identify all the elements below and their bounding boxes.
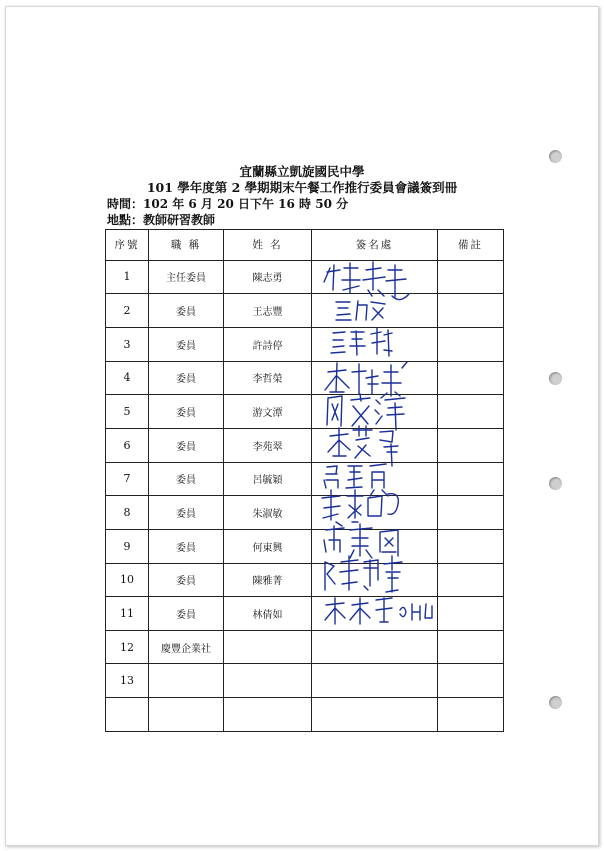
- signature-cell: [312, 630, 438, 664]
- row-number: 2: [106, 294, 149, 328]
- row-name: 陳志勇: [224, 260, 312, 294]
- row-number: 13: [106, 664, 149, 698]
- signature-cell: [312, 260, 438, 294]
- table-row: [106, 664, 504, 698]
- row-number: 1: [106, 260, 149, 294]
- remarks-cell: [438, 260, 504, 294]
- sign-in-table: [105, 229, 504, 732]
- column-header-remarks: 備註: [438, 230, 504, 261]
- row-title: 主任委員: [149, 260, 224, 294]
- school-name: 宜蘭縣立凱旋國民中學: [239, 164, 365, 179]
- signature-cell: [312, 428, 438, 462]
- remarks-cell: [438, 361, 504, 395]
- remarks-cell: [438, 462, 504, 496]
- signature-cell: [312, 664, 438, 698]
- row-title: 委員: [149, 361, 224, 395]
- row-name: [224, 664, 312, 698]
- table-row: [106, 462, 504, 496]
- remarks-cell: [438, 630, 504, 664]
- row-number: 5: [106, 395, 149, 429]
- binder-hole-icon: [549, 372, 562, 385]
- column-header-name: 姓 名: [224, 230, 312, 261]
- signature-cell: [312, 327, 438, 361]
- table-header-row: [106, 230, 504, 261]
- row-title: 委員: [149, 327, 224, 361]
- remarks-cell: [438, 327, 504, 361]
- table-row: [106, 294, 504, 328]
- remarks-cell: [438, 428, 504, 462]
- row-name: 何東興: [224, 529, 312, 563]
- binder-holes: [549, 0, 569, 851]
- row-name: 游文潭: [224, 395, 312, 429]
- remarks-cell: [438, 395, 504, 429]
- binder-hole-icon: [549, 477, 562, 490]
- row-title: 委員: [149, 496, 224, 530]
- row-name: 許詩停: [224, 327, 312, 361]
- row-name: 林倩如: [224, 597, 312, 631]
- row-title: 委員: [149, 597, 224, 631]
- table-row: [106, 496, 504, 530]
- row-number: 12: [106, 630, 149, 664]
- row-title: 委員: [149, 395, 224, 429]
- row-name: 王志豐: [224, 294, 312, 328]
- remarks-cell: [438, 294, 504, 328]
- row-number: 10: [106, 563, 149, 597]
- signature-cell: [312, 597, 438, 631]
- column-header-title: 職 稱: [149, 230, 224, 261]
- row-name: [224, 698, 312, 732]
- signature-cell: [312, 294, 438, 328]
- row-name: 陳雅菁: [224, 563, 312, 597]
- row-name: 呂毓穎: [224, 462, 312, 496]
- table-row: [106, 597, 504, 631]
- row-name: [224, 630, 312, 664]
- row-number: [106, 698, 149, 732]
- table-row: [106, 260, 504, 294]
- remarks-cell: [438, 597, 504, 631]
- table-row: [106, 529, 504, 563]
- row-number: 4: [106, 361, 149, 395]
- row-name: 李苑翠: [224, 428, 312, 462]
- signature-cell: [312, 462, 438, 496]
- sign-in-sheet-title: 101 學年度第 2 學期期末午餐工作推行委員會議簽到冊: [146, 180, 458, 195]
- row-title: 委員: [149, 428, 224, 462]
- row-number: 3: [106, 327, 149, 361]
- row-number: 11: [106, 597, 149, 631]
- table-row: [106, 395, 504, 429]
- table-row: [106, 327, 504, 361]
- remarks-cell: [438, 529, 504, 563]
- remarks-cell: [438, 563, 504, 597]
- row-title: 委員: [149, 563, 224, 597]
- signature-cell: [312, 361, 438, 395]
- table-row: [106, 361, 504, 395]
- row-number: 9: [106, 529, 149, 563]
- row-title: 委員: [149, 462, 224, 496]
- column-header-number: 序號: [106, 230, 149, 261]
- table-row: [106, 698, 504, 732]
- meeting-time: 時間：102 年 6 月 20 日下午 16 時 50 分: [107, 197, 349, 211]
- signature-cell: [312, 529, 438, 563]
- signature-cell: [312, 563, 438, 597]
- row-title: 慶豐企業社: [149, 630, 224, 664]
- row-title: 委員: [149, 529, 224, 563]
- remarks-cell: [438, 496, 504, 530]
- signature-cell: [312, 496, 438, 530]
- binder-hole-icon: [549, 696, 562, 709]
- row-title: [149, 698, 224, 732]
- row-number: 6: [106, 428, 149, 462]
- remarks-cell: [438, 664, 504, 698]
- table-row: [106, 630, 504, 664]
- row-name: 李哲榮: [224, 361, 312, 395]
- row-title: [149, 664, 224, 698]
- row-number: 8: [106, 496, 149, 530]
- table-row: [106, 563, 504, 597]
- table-row: [106, 428, 504, 462]
- remarks-cell: [438, 698, 504, 732]
- signature-cell: [312, 395, 438, 429]
- row-title: 委員: [149, 294, 224, 328]
- row-number: 7: [106, 462, 149, 496]
- row-name: 朱淑敏: [224, 496, 312, 530]
- column-header-signature: 簽名處: [312, 230, 438, 261]
- meeting-place: 地點：教師研習教師: [107, 213, 216, 227]
- signature-cell: [312, 698, 438, 732]
